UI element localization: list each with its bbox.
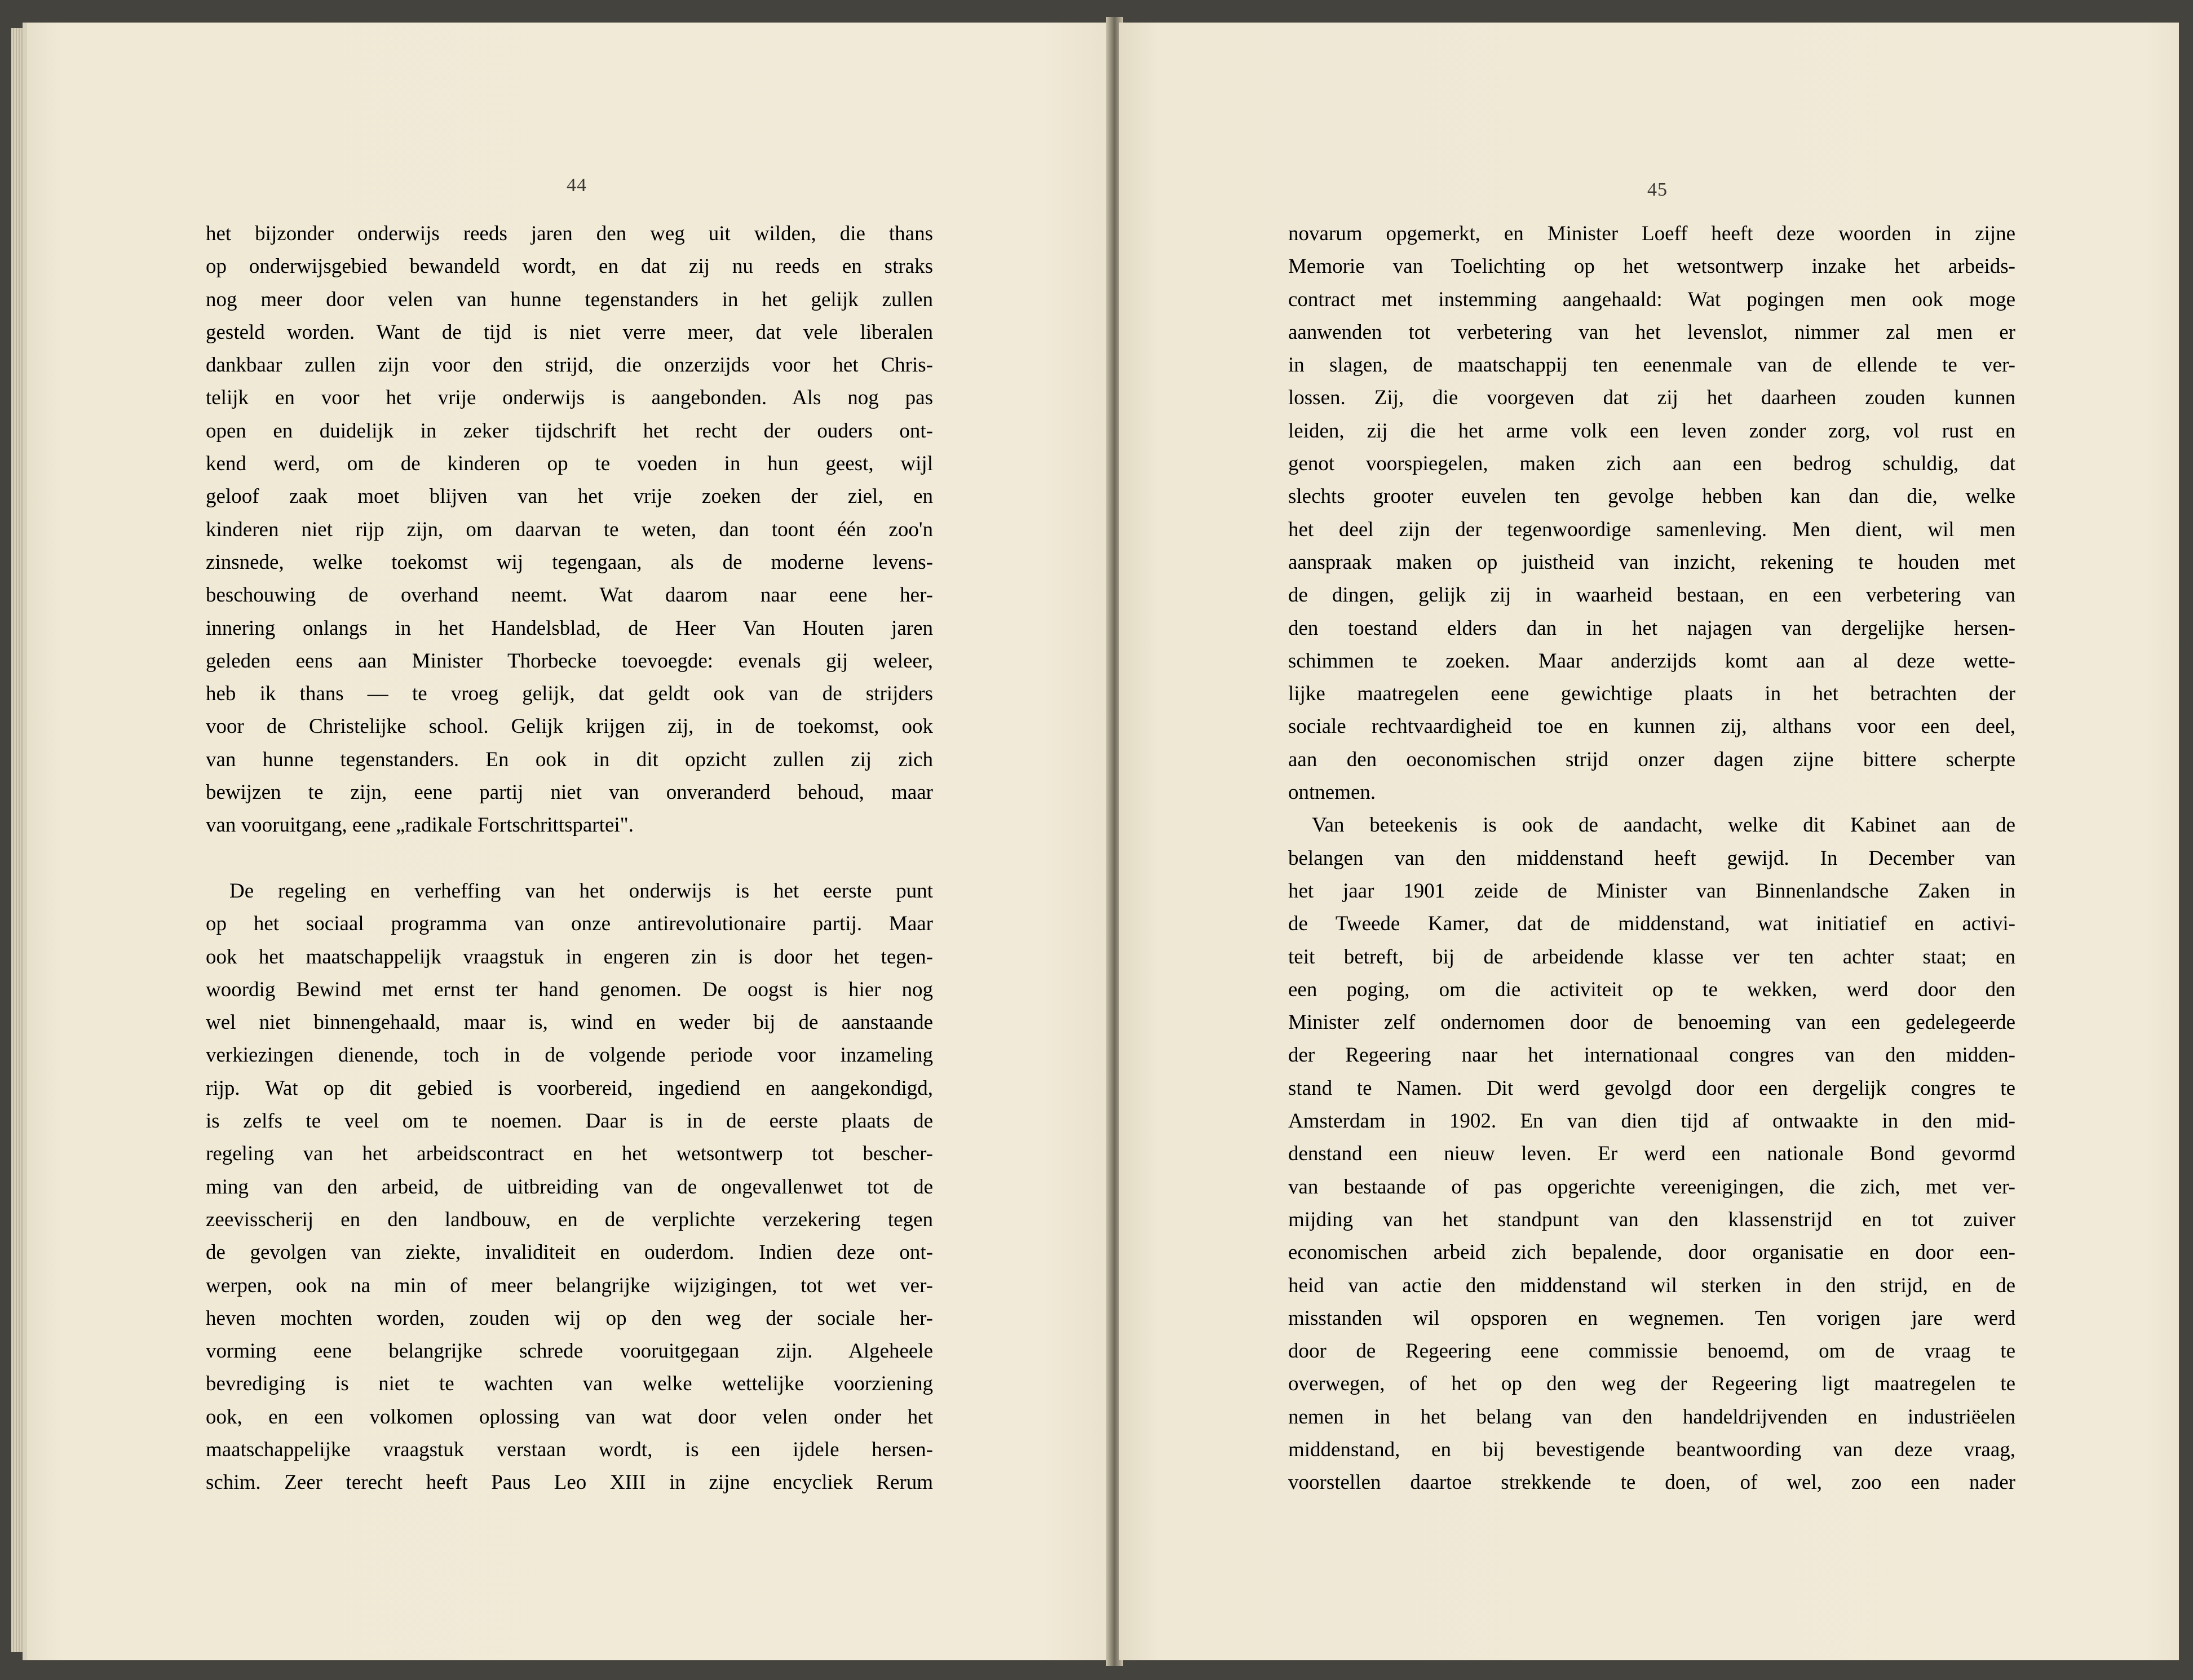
text-line: aanwenden tot verbetering van het levenslot, nimmer zal men er bbox=[1288, 320, 2015, 344]
text-line: Amsterdam in 1902. En van dien tijd af ontwaakte in den mid- bbox=[1288, 1109, 2015, 1133]
text-line: aanspraak maken op juistheid van inzicht, rekening te houden met bbox=[1288, 550, 2015, 574]
text-line: schimmen te zoeken. Maar anderzijds komt aan al deze wette- bbox=[1288, 649, 2015, 673]
text-line: kinderen niet rijp zijn, om daarvan te weten, dan toont één zoo'n bbox=[206, 518, 933, 541]
text-line: ming van den arbeid, de uitbreiding van de ongevallenwet tot de bbox=[206, 1175, 933, 1199]
text-line: heb ik thans — te vroeg gelijk, dat geldt ook van de strijders bbox=[206, 682, 933, 706]
text-line: verkiezingen dienende, toch in de volgende periode voor inzameling bbox=[206, 1044, 933, 1067]
text-line: een poging, om die activiteit op te wekken, werd door den bbox=[1288, 978, 2015, 1001]
text-line: Van beteekenis is ook de aandacht, welke dit Kabinet aan de bbox=[1312, 814, 2015, 837]
text-line: stand te Namen. Dit werd gevolgd door een dergelijk congres te bbox=[1288, 1076, 2015, 1100]
text-line: De regeling en verheffing van het onderwijs is het eerste punt bbox=[229, 879, 933, 903]
text-line: de Tweede Kamer, dat de middenstand, wat initiatief en activi- bbox=[1288, 912, 2015, 936]
text-line: is zelfs te veel om te noemen. Daar is in de eerste plaats de bbox=[206, 1109, 933, 1133]
text-line: van bestaande of pas opgerichte vereenigingen, die zich, met ver- bbox=[1288, 1175, 2015, 1199]
text-line: denstand een nieuw leven. Er werd een nationale Bond gevormd bbox=[1288, 1142, 2015, 1166]
text-line: ontnemen. bbox=[1288, 781, 1376, 804]
left-page-text bbox=[206, 218, 933, 1500]
text-line: overwegen, of het op den weg der Regeering ligt maatregelen te bbox=[1288, 1372, 2015, 1396]
text-line: den toestand elders dan in het najagen van dergelijke hersen- bbox=[1288, 616, 2015, 640]
text-line: contract met instemming aangehaald: Wat pogingen men ook moge bbox=[1288, 288, 2015, 311]
text-line: het deel zijn der tegenwoordige samenleving. Men dient, wil men bbox=[1288, 518, 2015, 541]
text-line: bevrediging is niet te wachten van welke wettelijke voorziening bbox=[206, 1372, 933, 1396]
right-page-text bbox=[1288, 218, 2015, 1500]
text-line: bewijzen te zijn, eene partij niet van onveranderd behoud, maar bbox=[206, 781, 933, 804]
text-line: vorming eene belangrijke schrede vooruitgegaan zijn. Algeheele bbox=[206, 1339, 933, 1363]
text-line: ook, en een volkomen oplossing van wat door velen onder het bbox=[206, 1405, 933, 1429]
text-line: schim. Zeer terecht heeft Paus Leo XIII in zijne encycliek Rerum bbox=[206, 1471, 933, 1495]
text-line: lijke maatregelen eene gewichtige plaats in het betrachten der bbox=[1288, 682, 2015, 706]
text-line: gesteld worden. Want de tijd is niet verre meer, dat vele liberalen bbox=[206, 320, 933, 344]
text-line: Memorie van Toelichting op het wetsontwerp inzake het arbeids- bbox=[1288, 255, 2015, 278]
text-line: voorstellen daartoe strekkende te doen, of wel, zoo een nader bbox=[1288, 1471, 2015, 1495]
text-line: sociale rechtvaardigheid toe en kunnen zij, althans voor een deel, bbox=[1288, 715, 2015, 739]
text-line: het jaar 1901 zeide de Minister van Binnenlandsche Zaken in bbox=[1288, 879, 2015, 903]
text-line: beschouwing de overhand neemt. Wat daarom naar eene her- bbox=[206, 583, 933, 607]
text-line: nog meer door velen van hunne tegenstanders in het gelijk zullen bbox=[206, 288, 933, 311]
text-line: geloof zaak moet blijven van het vrije zoeken der ziel, en bbox=[206, 485, 933, 509]
text-line: wel niet binnengehaald, maar is, wind en weder bij de aanstaande bbox=[206, 1011, 933, 1034]
text-line: maatschappelijke vraagstuk verstaan wordt, is een ijdele hersen- bbox=[206, 1438, 933, 1461]
text-line: op onderwijsgebied bewandeld wordt, en dat zij nu reeds en straks bbox=[206, 255, 933, 278]
text-line: misstanden wil opsporen en wegnemen. Ten vorigen jare werd bbox=[1288, 1306, 2015, 1330]
text-line: Minister zelf ondernomen door de benoeming van een gedelegeerde bbox=[1288, 1011, 2015, 1034]
text-line: de dingen, gelijk zij in waarheid bestaan, en een verbetering van bbox=[1288, 583, 2015, 607]
text-line: werpen, ook na min of meer belangrijke wijzigingen, tot wet ver- bbox=[206, 1274, 933, 1297]
text-line: op het sociaal programma van onze antirevolutionaire partij. Maar bbox=[206, 912, 933, 936]
text-line: telijk en voor het vrije onderwijs is aangebonden. Als nog pas bbox=[206, 386, 933, 410]
text-line: woordig Bewind met ernst ter hand genomen. De oogst is hier nog bbox=[206, 978, 933, 1001]
text-line: het bijzonder onderwijs reeds jaren den weg uit wilden, die thans bbox=[206, 222, 933, 245]
text-line: economischen arbeid zich bepalende, door organisatie en door een- bbox=[1288, 1241, 2015, 1265]
text-line: der Regeering naar het internationaal congres van den midden- bbox=[1288, 1044, 2015, 1067]
text-line: heid van actie den middenstand wil sterken in den strijd, en de bbox=[1288, 1274, 2015, 1297]
text-line: van hunne tegenstanders. En ook in dit opzicht zullen zij zich bbox=[206, 748, 933, 771]
text-line: geleden eens aan Minister Thorbecke toevoegde: evenals gij weleer, bbox=[206, 649, 933, 673]
text-line: de gevolgen van ziekte, invaliditeit en ouderdom. Indien deze ont- bbox=[206, 1241, 933, 1265]
text-line: open en duidelijk in zeker tijdschrift het recht der ouders ont- bbox=[206, 419, 933, 443]
text-line: teit betreft, bij de arbeidende klasse ver ten achter staat; en bbox=[1288, 945, 2015, 969]
text-line: zinsnede, welke toekomst wij tegengaan, als de moderne levens- bbox=[206, 550, 933, 574]
text-line: aan den oeconomischen strijd onzer dagen zijne bittere scherpte bbox=[1288, 748, 2015, 771]
text-line: middenstand, en bij bevestigende beantwoording van deze vraag, bbox=[1288, 1438, 2015, 1461]
text-line: zeevisscherij en den landbouw, en de verplichte verzekering tegen bbox=[206, 1208, 933, 1231]
text-line: rijp. Wat op dit gebied is voorbereid, ingediend en aangekondigd, bbox=[206, 1076, 933, 1100]
text-line: novarum opgemerkt, en Minister Loeff heeft deze woorden in zijne bbox=[1288, 222, 2015, 245]
text-line: genot voorspiegelen, maken zich aan een bedrog schuldig, dat bbox=[1288, 452, 2015, 476]
text-line: door de Regeering eene commissie benoemd, om de vraag te bbox=[1288, 1339, 2015, 1363]
text-line: kend werd, om de kinderen op te voeden in hun geest, wijl bbox=[206, 452, 933, 476]
text-line: heven mochten worden, zouden wij op den weg der sociale her- bbox=[206, 1306, 933, 1330]
text-line: nemen in het belang van den handeldrijvenden en industriëelen bbox=[1288, 1405, 2015, 1429]
text-line: in slagen, de maatschappij ten eenenmale van de ellende te ver- bbox=[1288, 353, 2015, 377]
paragraph-gap bbox=[206, 842, 933, 875]
page-number-right: 45 bbox=[1647, 179, 1668, 200]
text-line: ook het maatschappelijk vraagstuk in engeren zin is door het tegen- bbox=[206, 945, 933, 969]
text-line: dankbaar zullen zijn voor den strijd, die onzerzijds voor het Chris- bbox=[206, 353, 933, 377]
text-line: regeling van het arbeidscontract en het wetsontwerp tot bescher- bbox=[206, 1142, 933, 1166]
page-number-left: 44 bbox=[567, 175, 587, 196]
text-line: lossen. Zij, die voorgeven dat zij het daarheen zouden kunnen bbox=[1288, 386, 2015, 410]
text-line: voor de Christelijke school. Gelijk krijgen zij, in de toekomst, ook bbox=[206, 715, 933, 739]
text-line: leiden, zij die het arme volk een leven zonder zorg, vol rust en bbox=[1288, 419, 2015, 443]
text-line: slechts grooter euvelen ten gevolge hebben kan dan die, welke bbox=[1288, 485, 2015, 509]
text-line: van vooruitgang, eene „radikale Fortschrittspartei". bbox=[206, 814, 634, 837]
text-line: belangen van den middenstand heeft gewijd. In December van bbox=[1288, 846, 2015, 870]
text-line: mijding van het standpunt van den klassenstrijd en tot zuiver bbox=[1288, 1208, 2015, 1231]
text-line: innering onlangs in het Handelsblad, de Heer Van Houten jaren bbox=[206, 616, 933, 640]
